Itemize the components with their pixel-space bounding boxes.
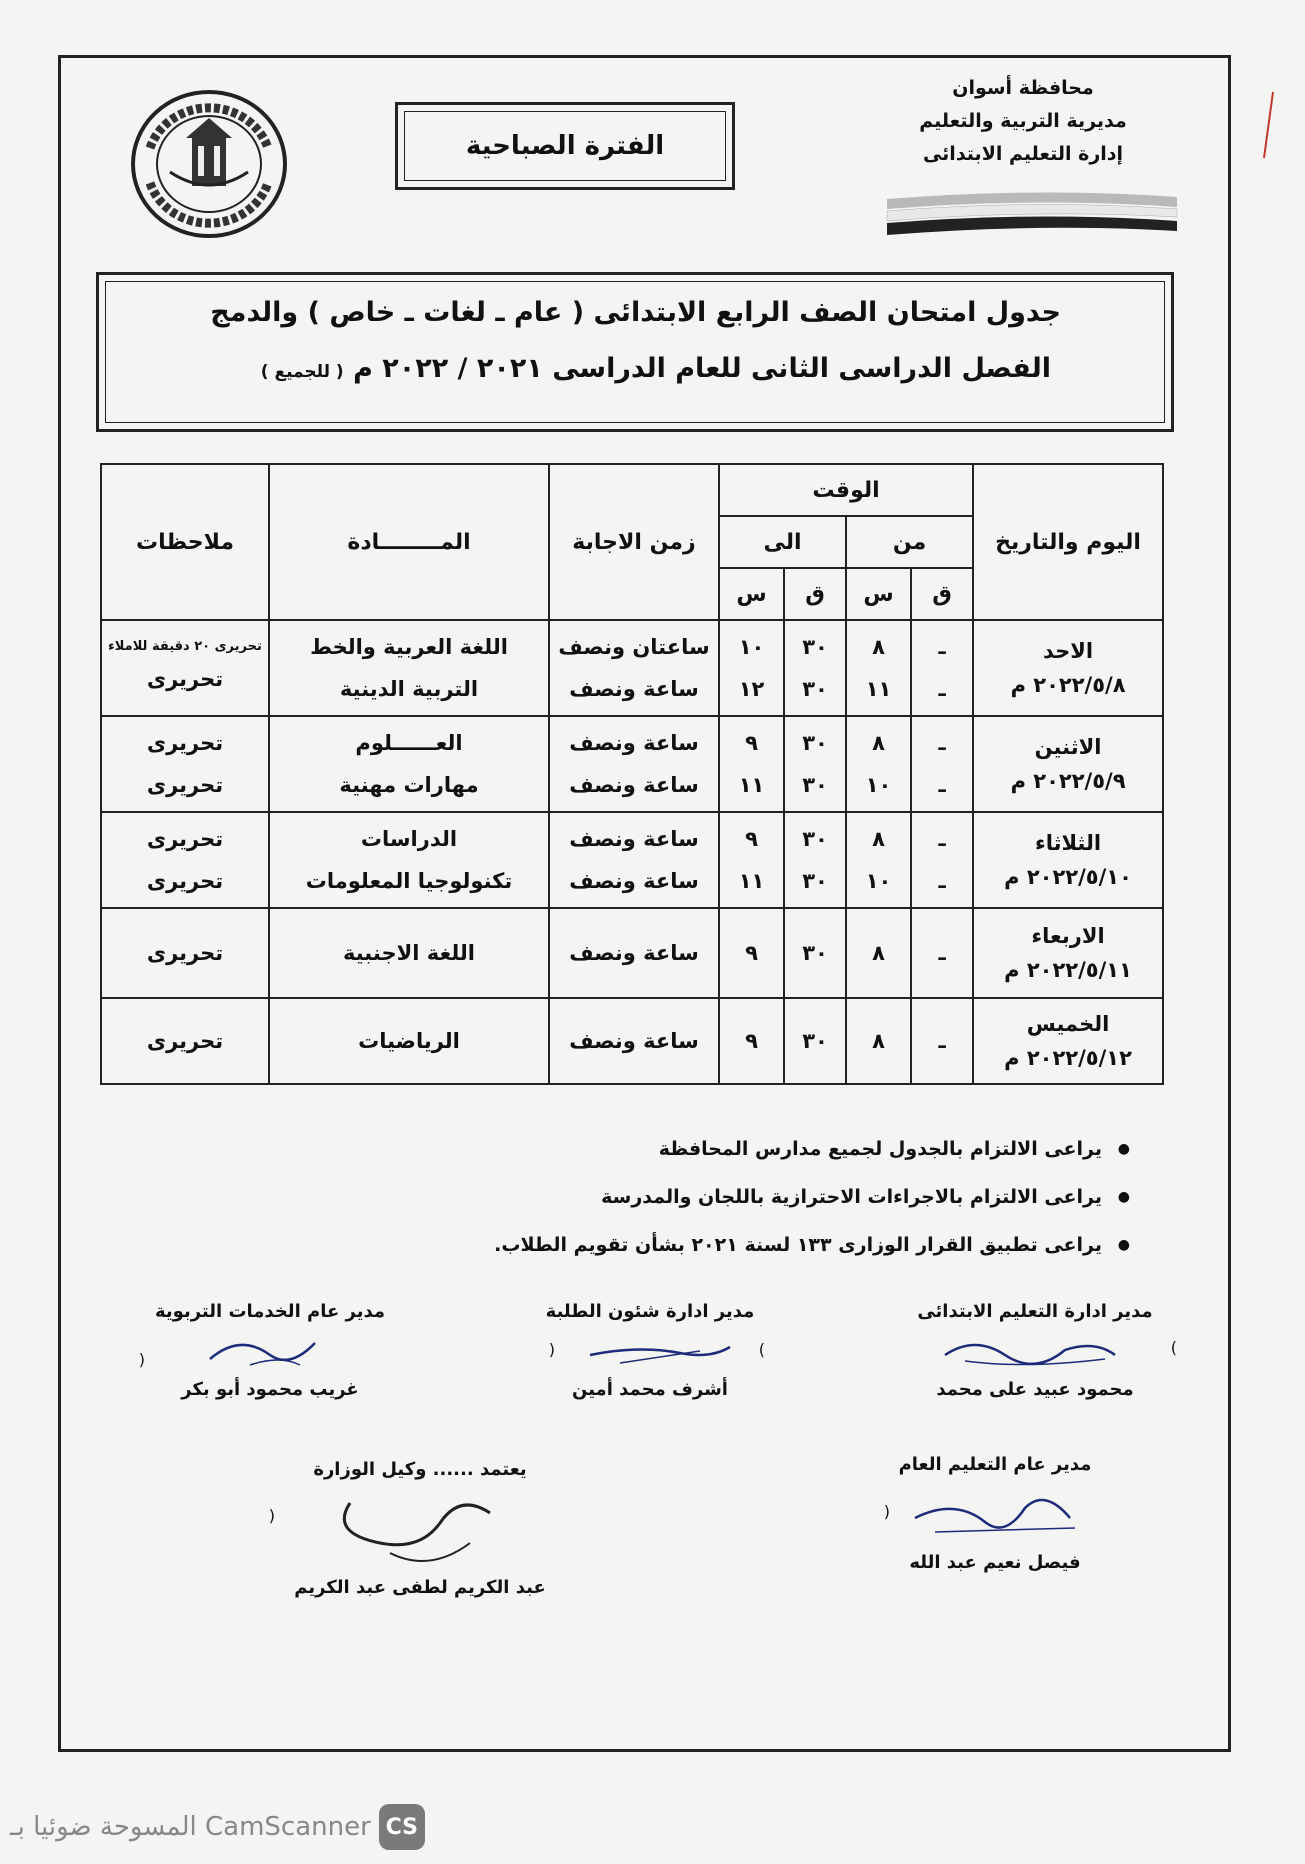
note: تحريرى	[146, 773, 224, 797]
notes-cell	[101, 620, 269, 716]
to-minute: ٣٠	[802, 731, 828, 755]
header-duration: زمن الاجابة	[549, 464, 719, 620]
signature-title: مدير ادارة شئون الطلبة	[545, 1301, 755, 1322]
signature-title: مدير ادارة التعليم الابتدائى	[917, 1301, 1153, 1322]
duration: ساعة ونصف	[569, 773, 699, 797]
parenthesis: (	[138, 1350, 145, 1369]
to-hour: ٩	[745, 731, 758, 755]
to-hour-cell: ٩	[719, 908, 784, 998]
from-minute: ـ	[938, 869, 946, 893]
to-hour-cell: ٩	[719, 998, 784, 1084]
header-from: من	[846, 516, 973, 568]
subject: مهارات مهنية	[339, 773, 479, 797]
for-all-note: ( للجميع )	[260, 362, 344, 382]
from-minute: ـ	[938, 635, 946, 659]
subject-cell	[269, 716, 549, 812]
directorate-label: مديرية التربية والتعليم	[919, 110, 1127, 132]
governorate-label: محافظة أسوان	[952, 77, 1094, 99]
from-hour-cell	[846, 716, 911, 812]
day-label: الاثنين	[1034, 735, 1102, 759]
notes-cell: تحريرى	[101, 908, 269, 998]
period-label: الفترة الصباحية	[465, 131, 665, 161]
signature-name: محمود عبيد على محمد	[936, 1379, 1134, 1400]
duration-cell: ساعة ونصف	[549, 998, 719, 1084]
header-time: الوقت	[719, 464, 973, 516]
note: تحريرى	[146, 731, 224, 755]
signature-name: غريب محمود أبو بكر	[181, 1379, 359, 1400]
header-subject: المــــــــادة	[269, 464, 549, 620]
note: تحريرى	[146, 667, 224, 691]
note: تحريرى ٢٠ دقيقة للاملاء	[108, 639, 262, 654]
parenthesis: (	[883, 1502, 890, 1521]
from-hour: ١٠	[865, 773, 892, 797]
scanner-footer	[10, 1804, 425, 1850]
duration: ساعتان ونصف	[558, 635, 710, 659]
table-row	[101, 620, 1163, 716]
to-minute: ٣٠	[802, 827, 828, 851]
from-minute: ـ	[938, 773, 946, 797]
date-label: ٢٠٢٢/٥/١٢ م	[1004, 1046, 1132, 1070]
signature-general-education	[875, 1450, 1115, 1578]
day-label: الثلاثاء	[1034, 831, 1102, 855]
header-to: الى	[719, 516, 846, 568]
to-hour: ٩	[745, 827, 758, 851]
from-hour-cell	[846, 620, 911, 716]
duration: ساعة ونصف	[569, 677, 699, 701]
from-hour: ١١	[865, 677, 892, 701]
subject: الدراسات	[360, 827, 458, 851]
to-hour: ١٠	[738, 635, 765, 659]
to-minute: ٣٠	[802, 677, 828, 701]
from-minute-cell: ـ	[911, 908, 973, 998]
list-item: ● يراعى الالتزام بالاجراءات الاحترازية باللجان والمدرسة	[494, 1173, 1130, 1221]
date-label: ٢٠٢٢/٥/٩ م	[1010, 769, 1126, 793]
signature-services-director	[140, 1297, 400, 1405]
subject-cell: الرياضيات	[269, 998, 549, 1084]
table-row	[101, 908, 1163, 998]
signature-name: أشرف محمد أمين	[572, 1379, 728, 1400]
signature-name: عبد الكريم لطفى عبد الكريم	[294, 1577, 546, 1598]
duration: ساعة ونصف	[569, 869, 699, 893]
to-hour: ١١	[738, 773, 765, 797]
from-hour: ٨	[872, 731, 885, 755]
from-hour: ١٠	[865, 869, 892, 893]
signature-name: فيصل نعيم عبد الله	[909, 1552, 1081, 1573]
period-box	[395, 102, 735, 190]
from-minute: ـ	[938, 827, 946, 851]
date-label: ٢٠٢٢/٥/١١ م	[1004, 958, 1132, 982]
date-label: ٢٠٢٢/٥/٨ م	[1010, 673, 1126, 697]
from-hour-cell	[846, 812, 911, 908]
from-hour-cell: ٨	[846, 998, 911, 1084]
handwritten-signature-icon	[905, 1325, 1165, 1375]
directorate-seal-icon	[130, 88, 288, 240]
parenthesis: )	[1170, 1338, 1177, 1357]
parenthesis: )	[758, 1340, 765, 1359]
header-from-hour: س	[846, 568, 911, 620]
scanner-caption: CamScanner المسوحة ضوئيا بـ	[10, 1812, 371, 1842]
handwritten-signature-icon	[140, 1325, 400, 1375]
to-hour: ١١	[738, 869, 765, 893]
pen-mark	[1261, 90, 1275, 160]
duration-cell	[549, 812, 719, 908]
to-hour-cell	[719, 812, 784, 908]
administration-label: إدارة التعليم الابتدائى	[922, 143, 1124, 165]
to-minute-cell: ٣٠	[784, 908, 846, 998]
from-hour: ٨	[872, 827, 885, 851]
duration-cell	[549, 620, 719, 716]
schedule-title: جدول امتحان الصف الرابع الابتدائى ( عام ـ لغات ـ خاص ) والدمج	[210, 297, 1061, 328]
to-minute-cell	[784, 716, 846, 812]
camscanner-logo-icon: CS	[379, 1804, 425, 1850]
duration: ساعة ونصف	[569, 731, 699, 755]
header-to-minute: ق	[784, 568, 846, 620]
notes-cell	[101, 716, 269, 812]
duration-cell	[549, 716, 719, 812]
from-minute-cell: ـ	[911, 998, 973, 1084]
list-item: ● يراعى تطبيق القرار الوزارى ١٣٣ لسنة ٢٠٢١ بشأن تقويم الطلاب.	[494, 1221, 1130, 1269]
from-minute-cell	[911, 812, 973, 908]
table-row	[101, 812, 1163, 908]
note: تحريرى	[146, 827, 224, 851]
day-label: الاربعاء	[1031, 924, 1105, 948]
signature-title: يعتمد ...... وكيل الوزارة	[313, 1459, 527, 1480]
to-minute: ٣٠	[802, 635, 828, 659]
header-from-minute: ق	[911, 568, 973, 620]
header-to-hour: س	[719, 568, 784, 620]
header-day-date: اليوم والتاريخ	[973, 464, 1163, 620]
subject-cell: اللغة الاجنبية	[269, 908, 549, 998]
table-row	[101, 998, 1163, 1084]
to-minute: ٣٠	[802, 869, 828, 893]
subject: العــــــلوم	[355, 731, 463, 755]
table-row	[101, 716, 1163, 812]
from-minute: ـ	[938, 677, 946, 701]
day-label: الاحد	[1042, 639, 1094, 663]
duration-cell: ساعة ونصف	[549, 908, 719, 998]
day-label: الخميس	[1026, 1012, 1110, 1036]
subject-cell	[269, 620, 549, 716]
from-minute: ـ	[938, 731, 946, 755]
title-box	[96, 272, 1174, 432]
parenthesis: (	[268, 1506, 275, 1525]
date-label: ٢٠٢٢/٥/١٠ م	[1004, 865, 1132, 889]
day-date-cell	[973, 998, 1163, 1084]
term-year-label: الفصل الدراسى الثانى للعام الدراسى ٢٠٢١ / ٢٠٢٢ م	[353, 353, 1051, 384]
subject: التربية الدينية	[339, 677, 479, 701]
day-date-cell	[973, 620, 1163, 716]
parenthesis: (	[548, 1340, 555, 1359]
notes-cell	[101, 812, 269, 908]
handwritten-signature-icon	[875, 1478, 1115, 1548]
from-minute-cell	[911, 620, 973, 716]
list-item: ● يراعى الالتزام بالجدول لجميع مدارس المحافظة	[494, 1125, 1130, 1173]
notes-cell: تحريرى	[101, 998, 269, 1084]
flag-stripes-graphic	[877, 185, 1187, 239]
day-date-cell	[973, 908, 1163, 998]
day-date-cell	[973, 812, 1163, 908]
from-minute-cell	[911, 716, 973, 812]
signature-title: مدير عام الخدمات التربوية	[154, 1301, 386, 1322]
signature-title: مدير عام التعليم العام	[898, 1454, 1092, 1475]
to-minute: ٣٠	[802, 773, 828, 797]
handwritten-signature-icon	[270, 1483, 570, 1573]
instructions-list	[494, 1125, 1130, 1269]
duration: ساعة ونصف	[569, 827, 699, 851]
to-minute-cell	[784, 620, 846, 716]
signature-student-affairs	[530, 1297, 770, 1405]
from-hour: ٨	[872, 635, 885, 659]
header-notes: ملاحظات	[101, 464, 269, 620]
subject-cell	[269, 812, 549, 908]
day-date-cell	[973, 716, 1163, 812]
to-hour-cell	[719, 716, 784, 812]
to-hour-cell	[719, 620, 784, 716]
note: تحريرى	[146, 869, 224, 893]
schedule-subtitle	[261, 353, 1051, 384]
signature-primary-director	[905, 1297, 1165, 1405]
handwritten-signature-icon	[530, 1325, 770, 1375]
exam-schedule-table	[100, 463, 1164, 1085]
to-minute-cell	[784, 812, 846, 908]
subject: اللغة العربية والخط	[310, 635, 508, 659]
from-hour-cell: ٨	[846, 908, 911, 998]
to-hour: ١٢	[738, 677, 765, 701]
signature-undersecretary	[270, 1455, 570, 1603]
subject: تكنولوجيا المعلومات	[305, 869, 513, 893]
header-block	[893, 72, 1153, 171]
to-minute-cell: ٣٠	[784, 998, 846, 1084]
